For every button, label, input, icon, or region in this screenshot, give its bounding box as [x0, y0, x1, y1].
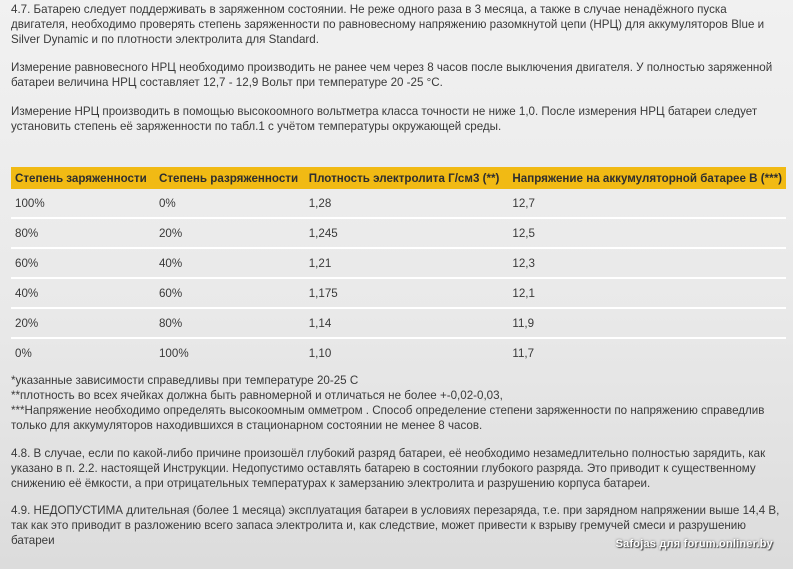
section-4-7-paragraph-2: Измерение равновесного НРЦ необходимо производить не ранее чем через 8 часов после выключения двигателя. У полностью заряженной батареи величина НРЦ составляет 12,7 - 12,9 Вольт при температуре 20 -25 °С. — [11, 61, 773, 89]
table-row — [11, 338, 786, 367]
cell-density: 1,10 — [308, 346, 332, 360]
cell-voltage: 12,1 — [512, 286, 535, 300]
section-4-7-paragraph-3: Измерение НРЦ производить в помощью высокоомного вольтметра класса точности не ниже 1,0. После измерения НРЦ батареи следует установить степень её заряженности по табл.1 с учётом температуры окружающей среды. — [11, 105, 758, 133]
cell-voltage: 11,9 — [512, 316, 535, 330]
table-row — [11, 248, 786, 278]
cell-charge: 0% — [15, 346, 32, 360]
cell-charge: 20% — [15, 316, 39, 330]
cell-discharge: 100% — [158, 346, 189, 360]
table-header-row — [11, 167, 786, 189]
cell-discharge: 20% — [158, 226, 183, 240]
cell-charge: 80% — [15, 226, 39, 240]
header-battery-voltage: Напряжение на аккумуляторной батарее В (***) — [512, 171, 782, 185]
cell-voltage: 11,7 — [512, 346, 535, 360]
cell-density: 1,245 — [308, 226, 338, 240]
footnote-voltage: ***Напряжение необходимо определять высокоомным омметром . Способ определение степени заряженности по напряжению справедлив только для аккумуляторов находившихся в стационарном состоянии не менее 8 часов. — [11, 404, 765, 432]
table-footnotes — [11, 373, 786, 433]
cell-discharge: 40% — [158, 256, 183, 270]
section-4-8-paragraph: 4.8. В случае, если по какой-либо причине произошёл глубокий разряд батареи, её необходимо незамедлительно полностью зарядить, как указано в п. 2.2. настоящей Инструкции. Недопустимо оставлять батарею в состоянии глубокого разряда. Это приводит к существенному снижению её ёмкости, а при отрицательных температурах к замерзанию электролита и разрушению корпуса батареи. — [11, 447, 766, 490]
header-charge-level: Степень заряженности — [15, 171, 147, 185]
cell-density: 1,28 — [308, 196, 332, 210]
cell-density: 1,175 — [308, 286, 338, 300]
cell-charge: 100% — [15, 196, 45, 210]
header-discharge-level: Степень разряженности — [158, 171, 299, 185]
cell-density: 1,21 — [308, 256, 332, 270]
cell-voltage: 12,5 — [512, 226, 535, 240]
cell-charge: 40% — [15, 286, 39, 300]
table-row — [11, 189, 786, 218]
cell-charge: 60% — [15, 256, 39, 270]
footnote-temperature: *указанные зависимости справедливы при температуре 20-25 С — [11, 374, 359, 387]
table-row — [11, 218, 786, 248]
section-4-7-paragraph-1: 4.7. Батарею следует поддерживать в заряженном состоянии. Не реже одного раза в 3 месяца, а также в случае ненадёжного пуска двигателя, необходимо проверять степень заряженности по равновесному напряжению разомкнутой цепи (НРЦ) для аккумуляторов Blue и Silver Dynamic и по плотности электролита для Standard. — [11, 3, 765, 46]
cell-discharge: 80% — [158, 316, 183, 330]
section-4-9-paragraph: 4.9. НЕДОПУСТИМА длительная (более 1 месяца) эксплуатация батареи в условиях перезаряда, т.е. при зарядном напряжении выше 14,4 В, так как это приводит в разложению всего запаса электролита и, как следствие, может привести к взрыву гремучей смеси и разрушению батареи — [11, 504, 780, 547]
header-electrolyte-density: Плотность электролита Г/см3 (**) — [308, 171, 500, 185]
cell-density: 1,14 — [308, 316, 332, 330]
forum-watermark: Safojas для forum.onliner.by — [615, 538, 773, 550]
charge-level-table — [11, 167, 786, 367]
document-page — [11, 2, 786, 548]
cell-voltage: 12,7 — [512, 196, 535, 210]
cell-voltage: 12,3 — [512, 256, 535, 270]
table-row — [11, 308, 786, 338]
cell-discharge: 0% — [158, 196, 176, 210]
cell-discharge: 60% — [158, 286, 183, 300]
table-row — [11, 278, 786, 308]
footnote-density: **плотность во всех ячейках должна быть равномерной и отличаться не более +-0,02-0,03, — [11, 389, 503, 402]
